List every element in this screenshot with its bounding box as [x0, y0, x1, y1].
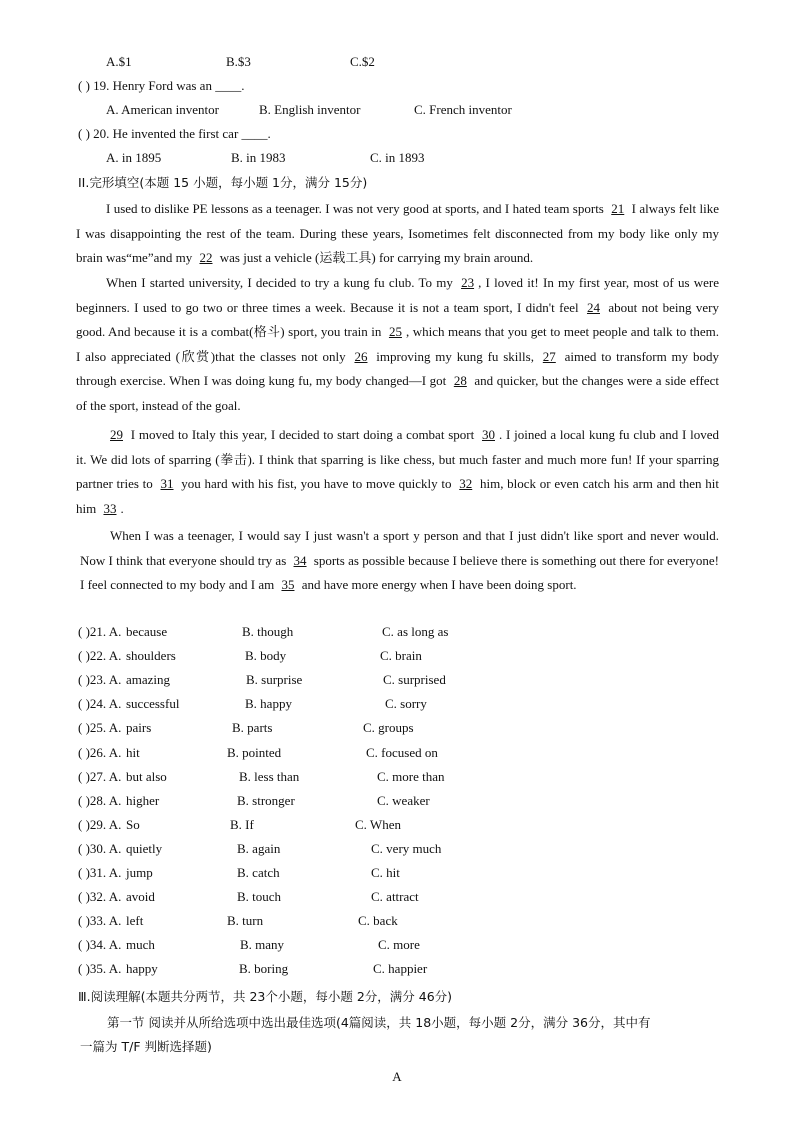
option-number: ( )27. A.: [78, 768, 122, 784]
option-b: B. surprise: [246, 672, 303, 688]
p2-text-2: , I loved it! In my first year, most of us were beginners. I used to go two or three times a week. Because it is not a team sport, I didn't feel: [76, 275, 719, 315]
option-c: C. focused on: [366, 744, 438, 760]
section3-subtitle-line-1: 第一节 阅读并从所给选项中选出最佳选项(4篇阅读，共 18小题，每小题 2分，满分 36分，其中有: [107, 1015, 651, 1030]
option-number: ( )24. A.: [78, 696, 122, 712]
option-number: ( )26. A.: [78, 744, 122, 760]
option-a: much: [126, 937, 155, 953]
option-number: ( )35. A.: [78, 961, 122, 977]
option-b: B. less than: [239, 768, 300, 784]
p1-text-1: I used to dislike PE lessons as a teenager. I was not very good at sports, and I hated team sports: [106, 201, 608, 216]
option-b: B. parts: [232, 720, 273, 736]
option-b: B. touch: [237, 889, 282, 905]
p3-text-2: . I joined a local kung fu club and I loved it. We did lots of sparring (拳击). I think that sparring is like chess, but much faster and much more fun! If your sparring partner tries to: [76, 427, 719, 492]
option-c: C. weaker: [377, 792, 430, 808]
option-a: hit: [126, 744, 140, 760]
p2-text-3: about not being very good. And because it is a combat(格斗) sport, you train in: [76, 299, 719, 340]
option-a: successful: [126, 696, 180, 712]
blank-33: 33: [103, 500, 117, 516]
option-c: C. brain: [380, 648, 422, 664]
q19-option-a: A. American inventor: [106, 102, 219, 117]
q18-option-b: B.$3: [226, 54, 251, 69]
option-b: B. turn: [227, 913, 264, 929]
option-b: B. stronger: [237, 792, 295, 808]
blank-27: 27: [542, 348, 556, 364]
option-c: C. groups: [363, 720, 414, 736]
p1-text-3: was just a vehicle (运载工具) for carrying my brain around.: [216, 250, 534, 266]
p3-text-5: .: [120, 500, 124, 516]
cloze-paragraph-4: [80, 524, 719, 598]
option-number: ( )22. A.: [78, 648, 122, 664]
option-a: jump: [126, 865, 153, 880]
p2-text-6: aimed to transform my body through exercise. When I was doing kung fu, my body changed—I got: [76, 348, 720, 389]
option-c: C. attract: [371, 889, 419, 905]
q20-option-a: A. in 1895: [106, 150, 162, 165]
p4-text-3: and have more energy when I have been doing sport.: [298, 577, 577, 593]
blank-34: 34: [293, 552, 307, 568]
option-a: happy: [126, 961, 158, 977]
option-b: B. body: [245, 648, 287, 664]
q20-option-b: B. in 1983: [231, 150, 286, 165]
cloze-paragraph-2: [76, 271, 719, 419]
option-number: ( )32. A.: [78, 889, 122, 905]
q19-option-c: C. French inventor: [414, 102, 512, 117]
section2-title: II.完形填空(本题 15 小题，每小题 1分，满分 15分): [78, 175, 368, 190]
blank-25: 25: [388, 324, 402, 340]
q19-option-b: B. English inventor: [259, 102, 361, 117]
option-number: ( )34. A.: [78, 937, 122, 953]
blank-35: 35: [281, 577, 295, 593]
option-a: shoulders: [126, 648, 176, 664]
q19-stem: ( ) 19. Henry Ford was an ____.: [78, 78, 245, 93]
cloze-paragraph-1: [76, 197, 719, 271]
option-c: C. surprised: [383, 672, 446, 688]
blank-23: 23: [461, 275, 475, 290]
option-number: ( )21. A.: [78, 624, 122, 639]
option-number: ( )23. A.: [78, 672, 122, 688]
q20-stem: ( ) 20. He invented the first car ____.: [78, 126, 271, 141]
blank-21: 21: [611, 201, 625, 216]
option-a: because: [126, 624, 168, 639]
option-a: So: [126, 816, 140, 832]
section3-title: Ⅲ.阅读理解(本题共分两节，共 23个小题，每小题 2分，满分 46分): [78, 989, 453, 1004]
blank-28: 28: [453, 373, 467, 389]
blank-30: 30: [481, 427, 495, 442]
option-c: C. back: [358, 913, 398, 929]
option-b: B. again: [237, 840, 281, 856]
cloze-paragraph-3: [76, 423, 719, 521]
option-number: ( )33. A.: [78, 913, 122, 929]
option-c: C. as long as: [382, 624, 449, 639]
option-c: C. When: [355, 816, 401, 832]
option-number: ( )28. A.: [78, 792, 122, 808]
option-a: pairs: [126, 720, 152, 736]
blank-31: 31: [160, 476, 174, 492]
option-b: B. catch: [237, 865, 280, 880]
option-number: ( )29. A.: [78, 816, 122, 832]
option-b: B. boring: [239, 961, 289, 977]
p2-text-7: and quicker, but the changes were a side effect of the sport, instead of the goal.: [76, 373, 719, 413]
option-a: amazing: [126, 672, 171, 688]
p3-text-3: you hard with his fist, you have to move quickly to: [177, 476, 456, 492]
section3-subtitle-line-2: 一篇为 T/F 判断选择题): [80, 1039, 212, 1054]
blank-24: 24: [586, 299, 600, 315]
q18-option-c: C.$2: [350, 54, 375, 69]
p3-text-1: I moved to Italy this year, I decided to start doing a combat sport: [127, 427, 478, 442]
option-a: but also: [126, 768, 167, 784]
option-b: B. many: [240, 937, 285, 953]
option-a: higher: [126, 792, 160, 808]
p3-text-4: him, block or even catch his arm and then hit him: [76, 476, 719, 516]
option-a: left: [126, 913, 144, 929]
option-c: C. sorry: [385, 696, 427, 712]
option-c: C. more than: [377, 768, 445, 784]
p2-text-4: , which means that you get to meet people and talk to them. I also appreciated (欣赏)that the classes not only: [76, 324, 719, 364]
p2-text-5: improving my kung fu skills,: [371, 348, 539, 364]
option-number: ( )30. A.: [78, 840, 122, 856]
p4-text-2: sports as possible because I believe there is something out there for everyone! I feel connected to my body and I am: [80, 552, 720, 593]
option-c: C. very much: [371, 840, 442, 856]
option-number: ( )31. A.: [78, 865, 122, 880]
option-b: B. If: [230, 816, 254, 832]
p1-text-2: I always felt like I was disappointing the rest of the team. During these years, Isometimes felt disconnected from my body like only my brain was“me”and my: [76, 201, 719, 266]
passage-letter: A: [392, 1069, 402, 1084]
option-c: C. more: [378, 937, 420, 953]
blank-22: 22: [199, 250, 213, 266]
option-b: B. though: [242, 624, 294, 639]
option-a: quietly: [126, 840, 163, 856]
option-c: C. happier: [373, 961, 428, 977]
option-b: B. pointed: [227, 744, 282, 760]
blank-32: 32: [459, 476, 473, 492]
p4-text-1: When I was a teenager, I would say I just wasn't a sport y person and that I just didn't like sport and never would. Now I think that everyone should try as: [80, 528, 719, 568]
option-number: ( )25. A.: [78, 720, 122, 736]
option-a: avoid: [126, 889, 155, 905]
blank-29: 29: [110, 427, 123, 442]
option-c: C. hit: [371, 865, 400, 880]
q18-option-a: A.$1: [106, 54, 132, 69]
p2-text-1: When I started university, I decided to try a kung fu club. To my: [106, 275, 458, 290]
q20-option-c: C. in 1893: [370, 150, 425, 165]
blank-26: 26: [354, 348, 368, 364]
option-b: B. happy: [245, 696, 292, 712]
